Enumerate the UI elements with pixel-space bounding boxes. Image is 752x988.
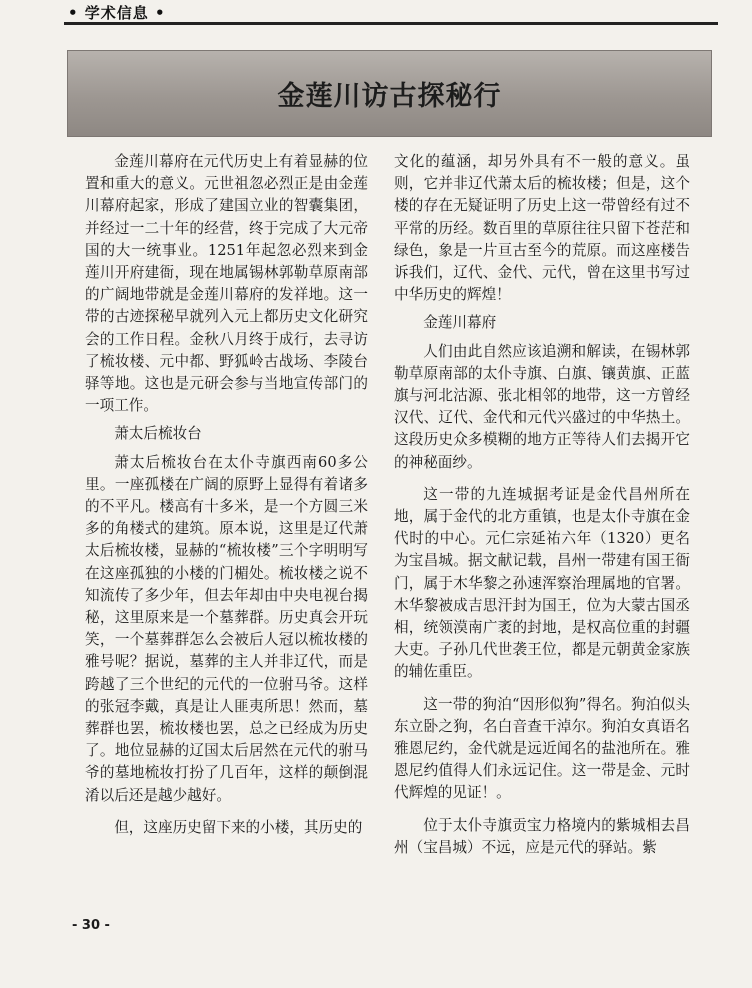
paragraph: 这一带的九连城据考证是金代昌州所在地，属于金代的北方重镇，也是太仆寺旗在金代时的中心。元仁宗延祐六年（1320）更名为宝昌城。据文献记载，昌州一带建有国王衙门，属于木华黎之孙速浑察治理属地的官署。木华黎被成吉思汗封为国王，位为大蒙古国丞相，统领漠南广袤的封地，是权高位重的封疆大吏。子孙几代世袭王位，都是元朝黄金家族的辅佐重臣。 <box>394 485 690 681</box>
paragraph: 文化的蕴涵，却另外具有不一般的意义。虽则，它并非辽代萧太后的梳妆楼；但是，这个楼的存在无疑证明了历史上这一带曾经有过不平常的历经。数百里的草原往往只留下苍茫和绿色，象是一片亘古至今的荒原。而这座楼告诉我们，辽代、金代、元代，曾在这里书写过中华历史的辉煌！ <box>394 153 690 304</box>
subheading-jinlianchuan: 金莲川幕府 <box>423 314 497 332</box>
paragraph: 萧太后梳妆台在太仆寺旗西南60多公里。一座孤楼在广阔的原野上显得有着诸多的不平凡。楼高有十多米，是一个方圆三米多的角楼式的建筑。原本说，这里是辽代萧太后梳妆楼，显赫的“梳妆楼”三个字明明写在这座孤独的小楼的门楣处。梳妆楼之说不知流传了多少年，但去年却由中央电视台揭秘，这里原来是一个墓葬群。历史真会开玩笑，一个墓葬群怎么会被后人冠以梳妆楼的雅号呢？据说，墓葬的主人并非辽代，而是跨越了三个世纪的元代的一位驸马爷。这样的张冠李戴，真是让人匪夷所思！然而，墓葬群也罢，梳妆楼也罢，总之已经成为历史了。地位显赫的辽国太后居然在元代的驸马爷的墓地梳妆打扮了几百年，这样的颠倒混淆以后还是越少越好。 <box>85 453 368 804</box>
paragraph: 但，这座历史留下来的小楼，其历史的 <box>114 818 363 836</box>
paragraph: 人们由此自然应该追溯和解读，在锡林郭勒草原南部的太仆寺旗、白旗、镶黄旗、正蓝旗与河北沽源、张北相邻的地带，这一方曾经汉代、辽代、金代和元代兴盛过的中华热土。这段历史众多模糊的地方正等待人们去揭开它的神秘面纱。 <box>394 342 690 471</box>
right-column <box>394 151 690 859</box>
article-title: 金莲川访古探秘行 <box>277 81 502 112</box>
paragraph: 位于太仆寺旗贡宝力格境内的紫城相去昌州（宝昌城）不远，应是元代的驿站。紫 <box>394 816 690 856</box>
left-column <box>85 151 368 839</box>
page-number: - 30 - <box>72 918 110 933</box>
paragraph: 这一带的狗泊“因形似狗”得名。狗泊似头东立卧之狗，名白音查干淖尔。狗泊女真语名雅恩尼约，金代就是远近闻名的盐池所在。雅恩尼约值得人们永远记住。这一带是金、元时代辉煌的见证！。 <box>394 695 690 802</box>
subheading-xiao-taihou: 萧太后梳妆台 <box>114 425 202 443</box>
paragraph: 金莲川幕府在元代历史上有着显赫的位置和重大的意义。元世祖忽必烈正是由金莲川幕府起家，形成了建国立业的智囊集团，并经过一二十年的经营，终于完成了大元帝国的大一统事业。1251年起忽必烈来到金莲川开府建衙，现在地属锡林郭勒草原南部的广阔地带就是金莲川幕府的发祥地。这一带的古迹探秘早就列入元上都历史文化研究会的工作日程。金秋八月终于成行，去寻访了梳妆楼、元中都、野狐岭古战场、李陵台驿等地。这也是元研会参与当地宣传部门的一项工作。 <box>85 153 368 415</box>
header-rule <box>64 22 718 25</box>
section-label: • 学术信息 • <box>68 4 166 22</box>
title-banner <box>67 50 712 137</box>
